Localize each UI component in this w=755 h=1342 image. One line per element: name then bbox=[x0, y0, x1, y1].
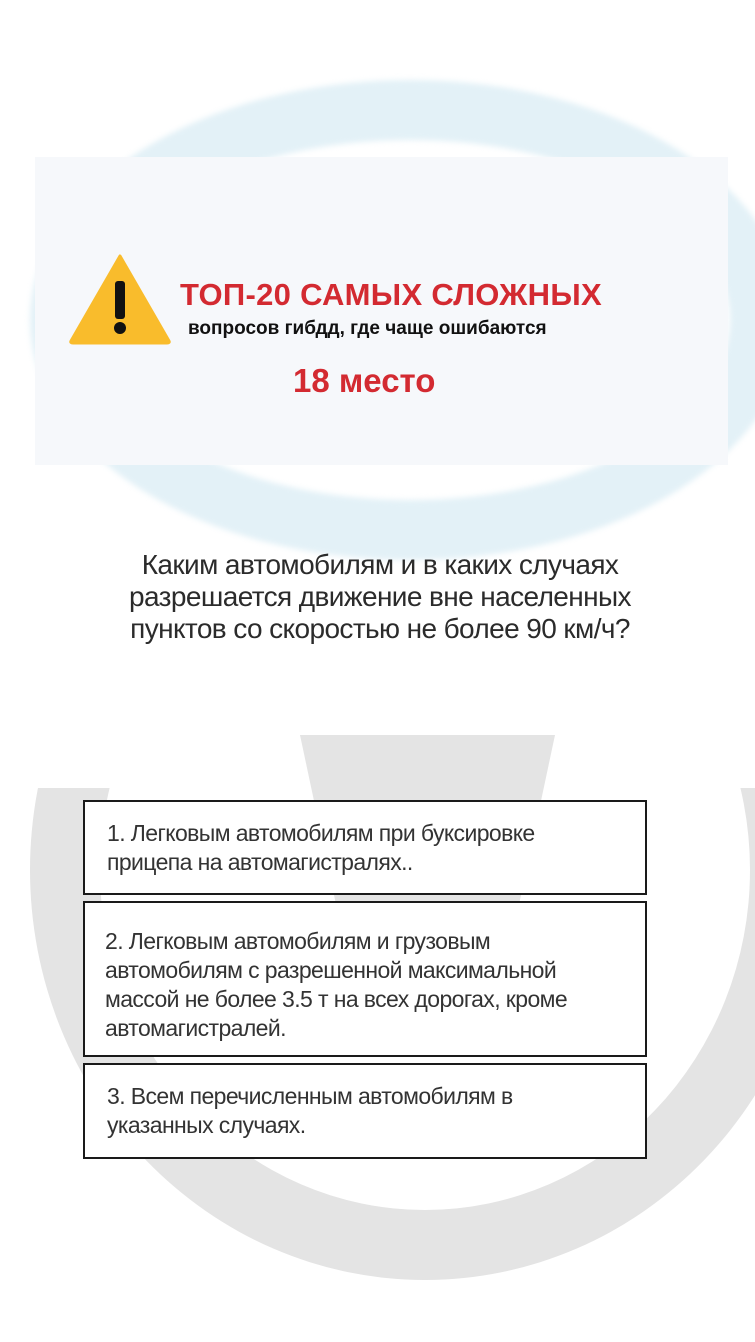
answer-line: 3. Всем перечисленным автомобилям в bbox=[107, 1083, 513, 1109]
answer-options bbox=[83, 800, 647, 1165]
warning-icon bbox=[68, 253, 172, 345]
answer-line: автомобилям с разрешенной максимальной bbox=[105, 957, 557, 983]
answer-line: указанных случаях. bbox=[107, 1112, 306, 1138]
answer-line: прицепа на автомагистралях.. bbox=[107, 849, 413, 875]
question-line: разрешается движение вне населенных bbox=[129, 581, 631, 612]
answer-line: 2. Легковым автомобилям и грузовым bbox=[105, 928, 491, 954]
answer-line: автомагистралей. bbox=[105, 1015, 286, 1041]
answer-line: 1. Легковым автомобилям при буксировке bbox=[107, 820, 535, 846]
page-title: ТОП-20 САМЫХ СЛОЖНЫХ bbox=[180, 277, 602, 312]
page-subtitle: вопросов гибдд, где чаще ошибаются bbox=[188, 318, 547, 339]
answer-option-2[interactable] bbox=[83, 901, 647, 1057]
rank-label: 18 место bbox=[293, 362, 436, 399]
question-text bbox=[60, 549, 700, 645]
question-line: Каким автомобилям и в каких случаях bbox=[141, 549, 619, 580]
answer-line: массой не более 3.5 т на всех дорогах, кроме bbox=[105, 986, 568, 1012]
header-card bbox=[35, 157, 728, 465]
answer-option-1[interactable] bbox=[83, 800, 647, 895]
answer-option-3[interactable] bbox=[83, 1063, 647, 1159]
question-line: пунктов со скоростью не более 90 км/ч? bbox=[130, 613, 630, 644]
